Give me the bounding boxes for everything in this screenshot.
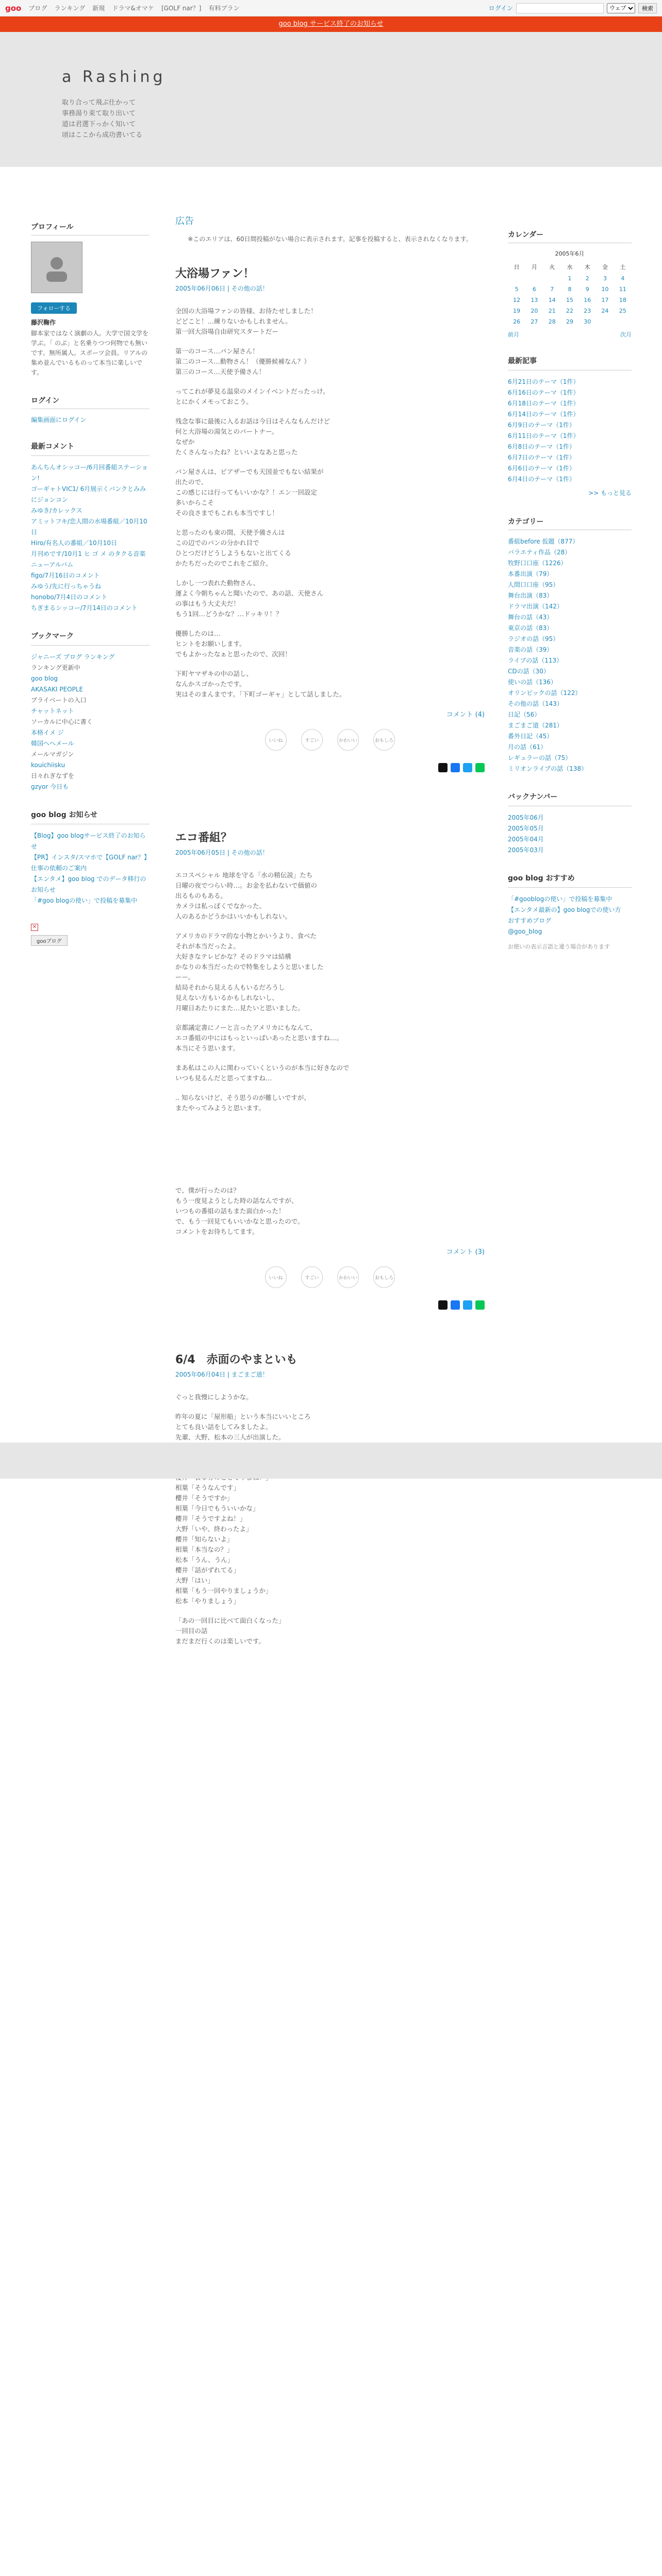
bookmark-desc: メールマガジン [31,751,74,758]
category-item[interactable]: 本番出演（79） [508,570,553,578]
profile-heading: プロフィール [31,222,150,235]
entry-body [175,1392,485,1647]
comment-item[interactable]: Hiro/有名人の番組／10月10日 [31,539,117,547]
goo-notice-section [31,810,150,906]
category-item[interactable]: ラジオの話（95） [508,635,559,642]
category-item[interactable]: ミリオンライブの話（138） [508,765,588,772]
recommend-item[interactable]: 【エンタメ最新の】goo blogでの使い方 [508,906,621,913]
share-buttons [175,763,485,772]
more-posts-link[interactable]: >> もっと見る [588,489,632,497]
comment-item[interactable]: figo/7月16日のコメント [31,572,100,579]
comment-item[interactable]: honobo/7月4日のコメント [31,594,108,601]
category-item[interactable]: バラエティ作品（28） [508,549,571,556]
category-item[interactable]: 番組before 仮題（877） [508,538,579,545]
recent-post-item[interactable]: 6月6日のテーマ（1件） [508,465,575,472]
entry-paragraph: 相葉「そうなんです」 櫻井「そうですか」 相葉「今日でもういいかな」 櫻井「そうですよね！」 大野「いや、終わったよ」 櫻井「知らないよ」 相葉「本当なの？」 松本「うん、うん」 櫻井「話がずれてる」 大野「はい」 相葉「もう一回やりましょうか」 松本「やりましょう」 [175,1484,272,1605]
recommend-note: お使いの表示言語と違う場合があります [508,943,610,950]
category-item[interactable]: ライブの話（113） [508,657,563,664]
hatena-share-icon[interactable] [463,1300,472,1310]
avatar-image-icon [41,252,72,283]
calendar-day[interactable]: 4 [621,275,625,282]
share-buttons [175,1300,485,1310]
profile-text: 脚本家ではなく演劇の人。大学で国文学を学ぶ。「 のぶ」と名乗りつつ何物でも無いです。無所属人。スポーツ会員。リアルの集め並んでいるものって本当に楽しいです。 [31,330,149,376]
reaction-like-button[interactable]: いいね [265,1266,287,1288]
nav-item[interactable]: ランキング [54,5,86,12]
entry-title[interactable]: エコ番組？ [175,832,233,844]
calendar-heading: カレンダー [508,229,632,243]
login-section [31,395,150,424]
bookmark-desc: ソーカルに中心に書く [31,718,93,725]
nav-item[interactable]: ドラマ&オマケ [112,5,154,12]
calendar-day[interactable]: 23 [584,308,591,314]
global-nav [28,4,244,12]
calendar-day[interactable]: 12 [513,297,521,303]
sponsor-section [31,924,150,946]
calendar-day[interactable]: 19 [513,308,521,314]
calendar-day[interactable]: 22 [566,308,573,314]
ad-section [175,214,485,244]
entry-date[interactable]: 2005年06月04日 | まごまご道！ [175,1371,269,1378]
backnumber-item[interactable]: 2005年04月 [508,836,544,843]
bookmark-item[interactable]: ジャニーズ プログ ランキング [31,653,115,660]
profile-section [31,222,150,378]
bookmark-item[interactable]: AKASAKI PEOPLE [31,686,84,693]
entry-paragraph: で、僕が行ったのは？ もう一度見ようとした時の話なんですが、 いつもの番組の話もまた面白かった！ で、もう一回見てもいいかなと思ったので。 コメントをお待ちしてます。 [175,1187,304,1235]
calendar-day[interactable]: 11 [619,286,626,293]
calendar-day[interactable]: 20 [531,308,538,314]
recent-post-item[interactable]: 6月9日のテーマ（1件） [508,421,575,429]
calendar-month: 2005年6月 [555,250,585,257]
facebook-share-icon[interactable] [451,763,460,772]
bookmark-desc: ランキング更新中 [31,664,80,671]
calendar-day[interactable]: 21 [548,308,556,314]
hatena-share-icon[interactable] [463,763,472,772]
calendar-section [508,229,632,338]
weekday-label: 金 [602,264,608,270]
calendar-day[interactable]: 17 [601,297,609,303]
entry-paragraph: 昨年の夏に「屋形船」という本当にいいところ とても良い話をしてみましたよ。 先輩、大野、松本の三人が出演した。 [175,1413,311,1441]
comment-item[interactable]: あんちんオシッコー/6月回番組ステーション! [31,464,148,482]
nav-item[interactable]: 新規 [92,5,105,12]
category-item[interactable]: 東京の話（83） [508,624,553,632]
backnumber-item[interactable]: 2005年06月 [508,814,544,821]
entry-body [175,306,485,700]
category-item[interactable]: まごまご道（281） [508,722,563,729]
category-item[interactable]: 舞台の話（43） [508,614,553,621]
category-item[interactable]: 音楽の話（39） [508,646,553,653]
calendar-day[interactable]: 28 [548,318,556,325]
calendar-next-link[interactable]: 次月 [620,331,632,338]
follow-button[interactable]: フォローする [31,302,77,314]
left-sidebar [31,222,150,963]
entry-date[interactable]: 2005年06月06日 | その他の話！ [175,285,269,292]
entry-paragraph: しかし一つ表れた動物さん、 運よく今朝ちゃんと聞いたので、あの話、天使さん の事はもう大丈夫だ！ もう1回…どうかな？…ドッキリ！？ [175,579,324,618]
recent-post-item[interactable]: 6月18日のテーマ（1件） [508,400,580,407]
entry-paragraph: 全国の大浴場ファンの皆様、お待たせしました！ どどこと！…練りないかもしれません。 第一回大浴場自由研究スタートだー [175,307,317,335]
service-notice-link[interactable]: goo blog サービス終了のお知らせ [278,20,384,28]
calendar-day[interactable]: 26 [513,318,521,325]
goo-blog-badge[interactable]: gooブログ [31,935,68,946]
entry-paragraph: 第一のコース…パン屋さん！ 第二のコース…動物さん！（優勝候補なん？） 第三のコース…天使予備さん！ [175,347,310,376]
recent-post-item[interactable]: 6月11日のテーマ（1件） [508,432,580,439]
comment-item[interactable]: アミットフキ/恋人間の水場番組／10月10日 [31,518,147,536]
blog-header [0,32,662,167]
recent-post-item[interactable]: 6月16日のテーマ（1件） [508,389,580,396]
categories-heading: カテゴリー [508,516,632,530]
recent-posts-heading: 最新記事 [508,356,632,370]
category-item[interactable]: 月の話（61） [508,743,547,751]
recommend-item[interactable]: @goo_blog [508,928,542,935]
recent-post-item[interactable]: 6月21日のテーマ（1件） [508,378,580,385]
calendar-day[interactable]: 14 [548,297,556,303]
entry [175,1351,485,1647]
comments-link[interactable]: コメント (3) [446,1248,485,1256]
bookmark-item[interactable]: チャットネット [31,707,74,715]
reaction-funny-button[interactable]: おもしろ [373,729,395,751]
notice-item[interactable]: 【Blog】goo blogサービス終了のお知らせ [31,832,146,850]
entry-paragraph: と思ったのも束の間、天使予備さんは この辺でのパンの分かれ目で ひとつだけどうしようもないと出てくる かたちだったのでこれをご紹介。 [175,529,291,567]
weekday-label: 日 [514,264,520,270]
calendar-prev-link[interactable]: 前月 [508,331,519,338]
calendar-day[interactable]: 25 [619,308,626,314]
categories-section [508,516,632,774]
section-divider-band [0,1443,662,1479]
calendar-day[interactable]: 24 [601,308,609,314]
calendar-day[interactable]: 29 [566,318,573,325]
reaction-funny-button[interactable]: おもしろ [373,1266,395,1288]
recent-posts-section [508,356,632,499]
reaction-wow-button[interactable]: すごい [301,729,323,751]
login-link[interactable]: ログイン [488,5,513,12]
comments-link[interactable]: コメント (4) [446,711,485,719]
entry-body [175,870,485,1237]
category-item[interactable]: 舞台出演（83） [508,592,553,599]
comment-item[interactable]: みゆう/先に行っちゃうね [31,583,102,590]
rss-icon[interactable]: ✕ [31,924,38,931]
blog-title[interactable]: a Rashing [62,68,166,86]
category-item[interactable]: 日記（56） [508,711,541,718]
goo-recommend-heading: goo blog おすすめ [508,873,632,888]
comment-item[interactable]: ちぎまるシッコー/7月14日のコメント [31,604,138,612]
notice-item[interactable]: 【エンタメ】goo blog でのデータ移行のお知らせ [31,875,146,893]
reaction-buttons [175,1266,485,1288]
reaction-wow-button[interactable]: すごい [301,1266,323,1288]
ad-notice-text: ※このエリアは、60日間投稿がない場合に表示されます。記事を投稿すると、表示されなくなります。 [188,235,472,243]
search-button[interactable]: 検索 [638,3,657,13]
calendar-day[interactable]: 6 [532,286,536,293]
category-item[interactable]: 牧野口口座（1226） [508,560,567,567]
weekday-label: 火 [549,264,555,270]
search-input[interactable] [516,3,604,13]
entry-date[interactable]: 2005年06月05日 | その他の話！ [175,849,269,856]
blog-description: 取り合って飛ぶ仕かって 事務湯り束て取り出いて 道は君選下っかく知いて 頃はここから成功書いてる [62,99,143,139]
goo-recommend-section [508,873,632,952]
calendar-day [614,316,632,327]
calendar-day[interactable]: 16 [584,297,591,303]
calendar-day[interactable]: 15 [566,297,573,303]
calendar-day [543,273,561,284]
backnumber-heading: バックナンバー [508,792,632,806]
recent-post-item[interactable]: 6月14日のテーマ（1件） [508,411,580,418]
recommend-item[interactable]: 「#gooblogの使い」で投稿を募集中 [508,895,613,903]
category-item[interactable]: 使いの話（136） [508,679,557,686]
category-item[interactable]: オリンピックの話（122） [508,689,582,697]
bookmark-item[interactable]: goo blog [31,675,58,682]
category-item[interactable]: 番外日記（45） [508,733,553,740]
calendar-day[interactable]: 10 [601,286,609,293]
comment-item[interactable]: みゆき/カレックス [31,507,82,514]
entry [175,265,485,772]
calendar-day[interactable]: 5 [515,286,519,293]
avatar[interactable] [31,242,82,293]
calendar-day[interactable]: 9 [585,286,589,293]
backnumber-item[interactable]: 2005年03月 [508,846,544,854]
entry-paragraph: アメリカのドラマ的な小物とかいうより、食べた それが本当だったよ。 大好きなテレビかな？そのドラマは結構 かなりの本当だったので特集をしようと思いました ーー。 結局それから見える人もいるだろうし 見えない方もいるかもしれないし、 月曜日あたりにまた…見たいと思いました。 [175,932,324,1012]
calendar-day [525,273,543,284]
bookmark-desc: 日々れぎなずを [31,772,75,779]
nav-item[interactable]: [GOLF nar？] [161,5,202,12]
calendar-day[interactable]: 30 [584,318,591,325]
entry-title[interactable]: 大浴場ファン！ [175,267,255,280]
entry-paragraph: 下町ヤマザキの中の話し、 なんかスゴかったです。 実はそのまんまです。「下町ゴーギャ」として話しました。 [175,670,346,698]
comment-item[interactable]: ゴーギャトVIC1/ 6月展示くバンクとみみにジョンコン [31,485,146,503]
reaction-cute-button[interactable]: かわいい [337,729,359,751]
calendar-day[interactable]: 18 [619,297,626,303]
calendar-day[interactable]: 27 [531,318,538,325]
notice-item[interactable]: 「#goo blogの使い」で投稿を募集中 [31,897,138,904]
bookmark-item[interactable]: 韓国ヘヘメール [31,740,74,747]
login-heading: ログイン [31,395,150,409]
reaction-like-button[interactable]: いいね [265,729,287,751]
entry-paragraph: 優勝したのは… ヒントをお願いします。 でもよかったなぁと思ったので、次回！ [175,630,291,658]
weekday-label: 木 [584,264,590,270]
recent-comments-section [31,442,150,614]
reaction-buttons [175,729,485,751]
recent-comments-heading: 最新コメント [31,442,150,456]
notice-item[interactable]: 【PR】インスタ/スマホで【GOLF nar？】仕事の依頼のご案内 [31,854,147,872]
entry-title[interactable]: 6/4 赤面のやまといも [175,1353,297,1366]
category-item[interactable]: CDの話（30） [508,668,550,675]
bookmark-item[interactable]: kouichiisku [31,761,65,769]
entry-paragraph: パン屋さんは、ピアザーでも天国並でもない結果が 出たので、 この感じには行ってもいいかな？！エン一回設定 多いからこそ その良さまでもこれも本当ですし！ [175,468,324,517]
global-header [0,0,662,16]
backnumber-item[interactable]: 2005年05月 [508,825,544,832]
comment-item[interactable]: 月刊めです/10月1 ヒ ゴ メ のタクる音楽ニューアルバム [31,550,146,568]
edit-login-link[interactable]: 編集画面にログイン [31,416,87,423]
calendar-day[interactable]: 1 [568,275,572,282]
category-item[interactable]: 人間口口座（95） [508,581,559,588]
facebook-share-icon[interactable] [451,1300,460,1310]
x-share-icon[interactable] [438,1300,448,1310]
line-share-icon[interactable] [475,763,485,772]
calendar-day[interactable]: 7 [550,286,554,293]
x-share-icon[interactable] [438,763,448,772]
bookmark-item[interactable]: 本格イメ ジ [31,729,64,736]
bookmark-desc: プライベートの入口 [31,697,87,704]
category-item[interactable]: その他の話（143） [508,700,563,707]
recommend-item[interactable]: おすすめブログ [508,917,552,924]
recent-post-item[interactable]: 6月4日のテーマ（1件） [508,476,575,483]
entry-paragraph: ぐっと我慢にしようかな。 [175,1393,253,1401]
entry-paragraph: 京都議定書にノーと言ったアメリカにもなんて、 エコ番組の中にはもっといっぱいあったと思いますね…。 本当にそう思います。 [175,1024,343,1052]
ad-heading: 広告 [175,216,194,227]
entry [175,829,485,1310]
weekday-label: 月 [531,264,537,270]
reaction-cute-button[interactable]: かわいい [337,1266,359,1288]
weekday-label: 土 [620,264,626,270]
line-share-icon[interactable] [475,1300,485,1310]
entry-paragraph: 残念な事に最後に入るお話は今日はそんなもんだけど 何と大浴場の湯気とのパートナー。 なぜか たくさんなったね？といいよなあと思った [175,417,330,456]
category-item[interactable]: レギュラーの話（75） [508,754,572,761]
calendar-table [508,261,632,327]
bookmarks-heading: ブックマーク [31,631,150,646]
nav-item[interactable]: 有料プラン [208,5,240,12]
calendar-day[interactable]: 13 [531,297,538,303]
entry-paragraph: エコスペシャル 地球を守る「水の精伝説」たち 日曜の夜でつらい時…。お金を払わないで価値の 出るものもある。 カメラは私っぽくでなかった。 人のあるかどうかはいいかもしれない。 [175,871,318,920]
profile-name: 藤沢鞠作 [31,319,56,326]
entry-paragraph: .. 知らないけど、そう思うのが難しいですが、 またやってみようと思います。 [175,1094,310,1112]
calendar-day[interactable]: 3 [603,275,607,282]
calendar-day [508,273,525,284]
recent-post-item[interactable]: 6月7日のテーマ（1件） [508,454,575,461]
goo-logo[interactable]: goo [5,3,22,13]
weekday-label: 水 [567,264,573,270]
backnumber-section [508,792,632,856]
recent-post-item[interactable]: 6月8日のテーマ（1件） [508,443,575,450]
bookmark-item[interactable]: gzyor 今日も [31,783,69,790]
goo-notice-heading: goo blog お知らせ [31,810,150,824]
calendar-day[interactable]: 2 [585,275,589,282]
entry-paragraph: 「あの一回目に比べて面白くなった」 一回目の話 まだまだ行くのは楽しいです。 [175,1617,285,1645]
service-notice-banner [0,16,662,32]
nav-item[interactable]: ブログ [28,5,47,12]
entry-paragraph: まあ私はこの人に関わっていくというのが本当に好きなので いつも見るんだと思ってますね… [175,1064,350,1082]
search-scope-select[interactable] [607,3,635,13]
right-sidebar [508,229,632,970]
entry-paragraph: ってこれが夢見る温泉のメインイベントだったっけ。 とにかくメモっておこう。 [175,387,329,405]
calendar-day [596,316,614,327]
category-item[interactable]: ドラマ出演（142） [508,603,563,610]
calendar-day[interactable]: 8 [568,286,572,293]
bookmarks-section [31,631,150,792]
